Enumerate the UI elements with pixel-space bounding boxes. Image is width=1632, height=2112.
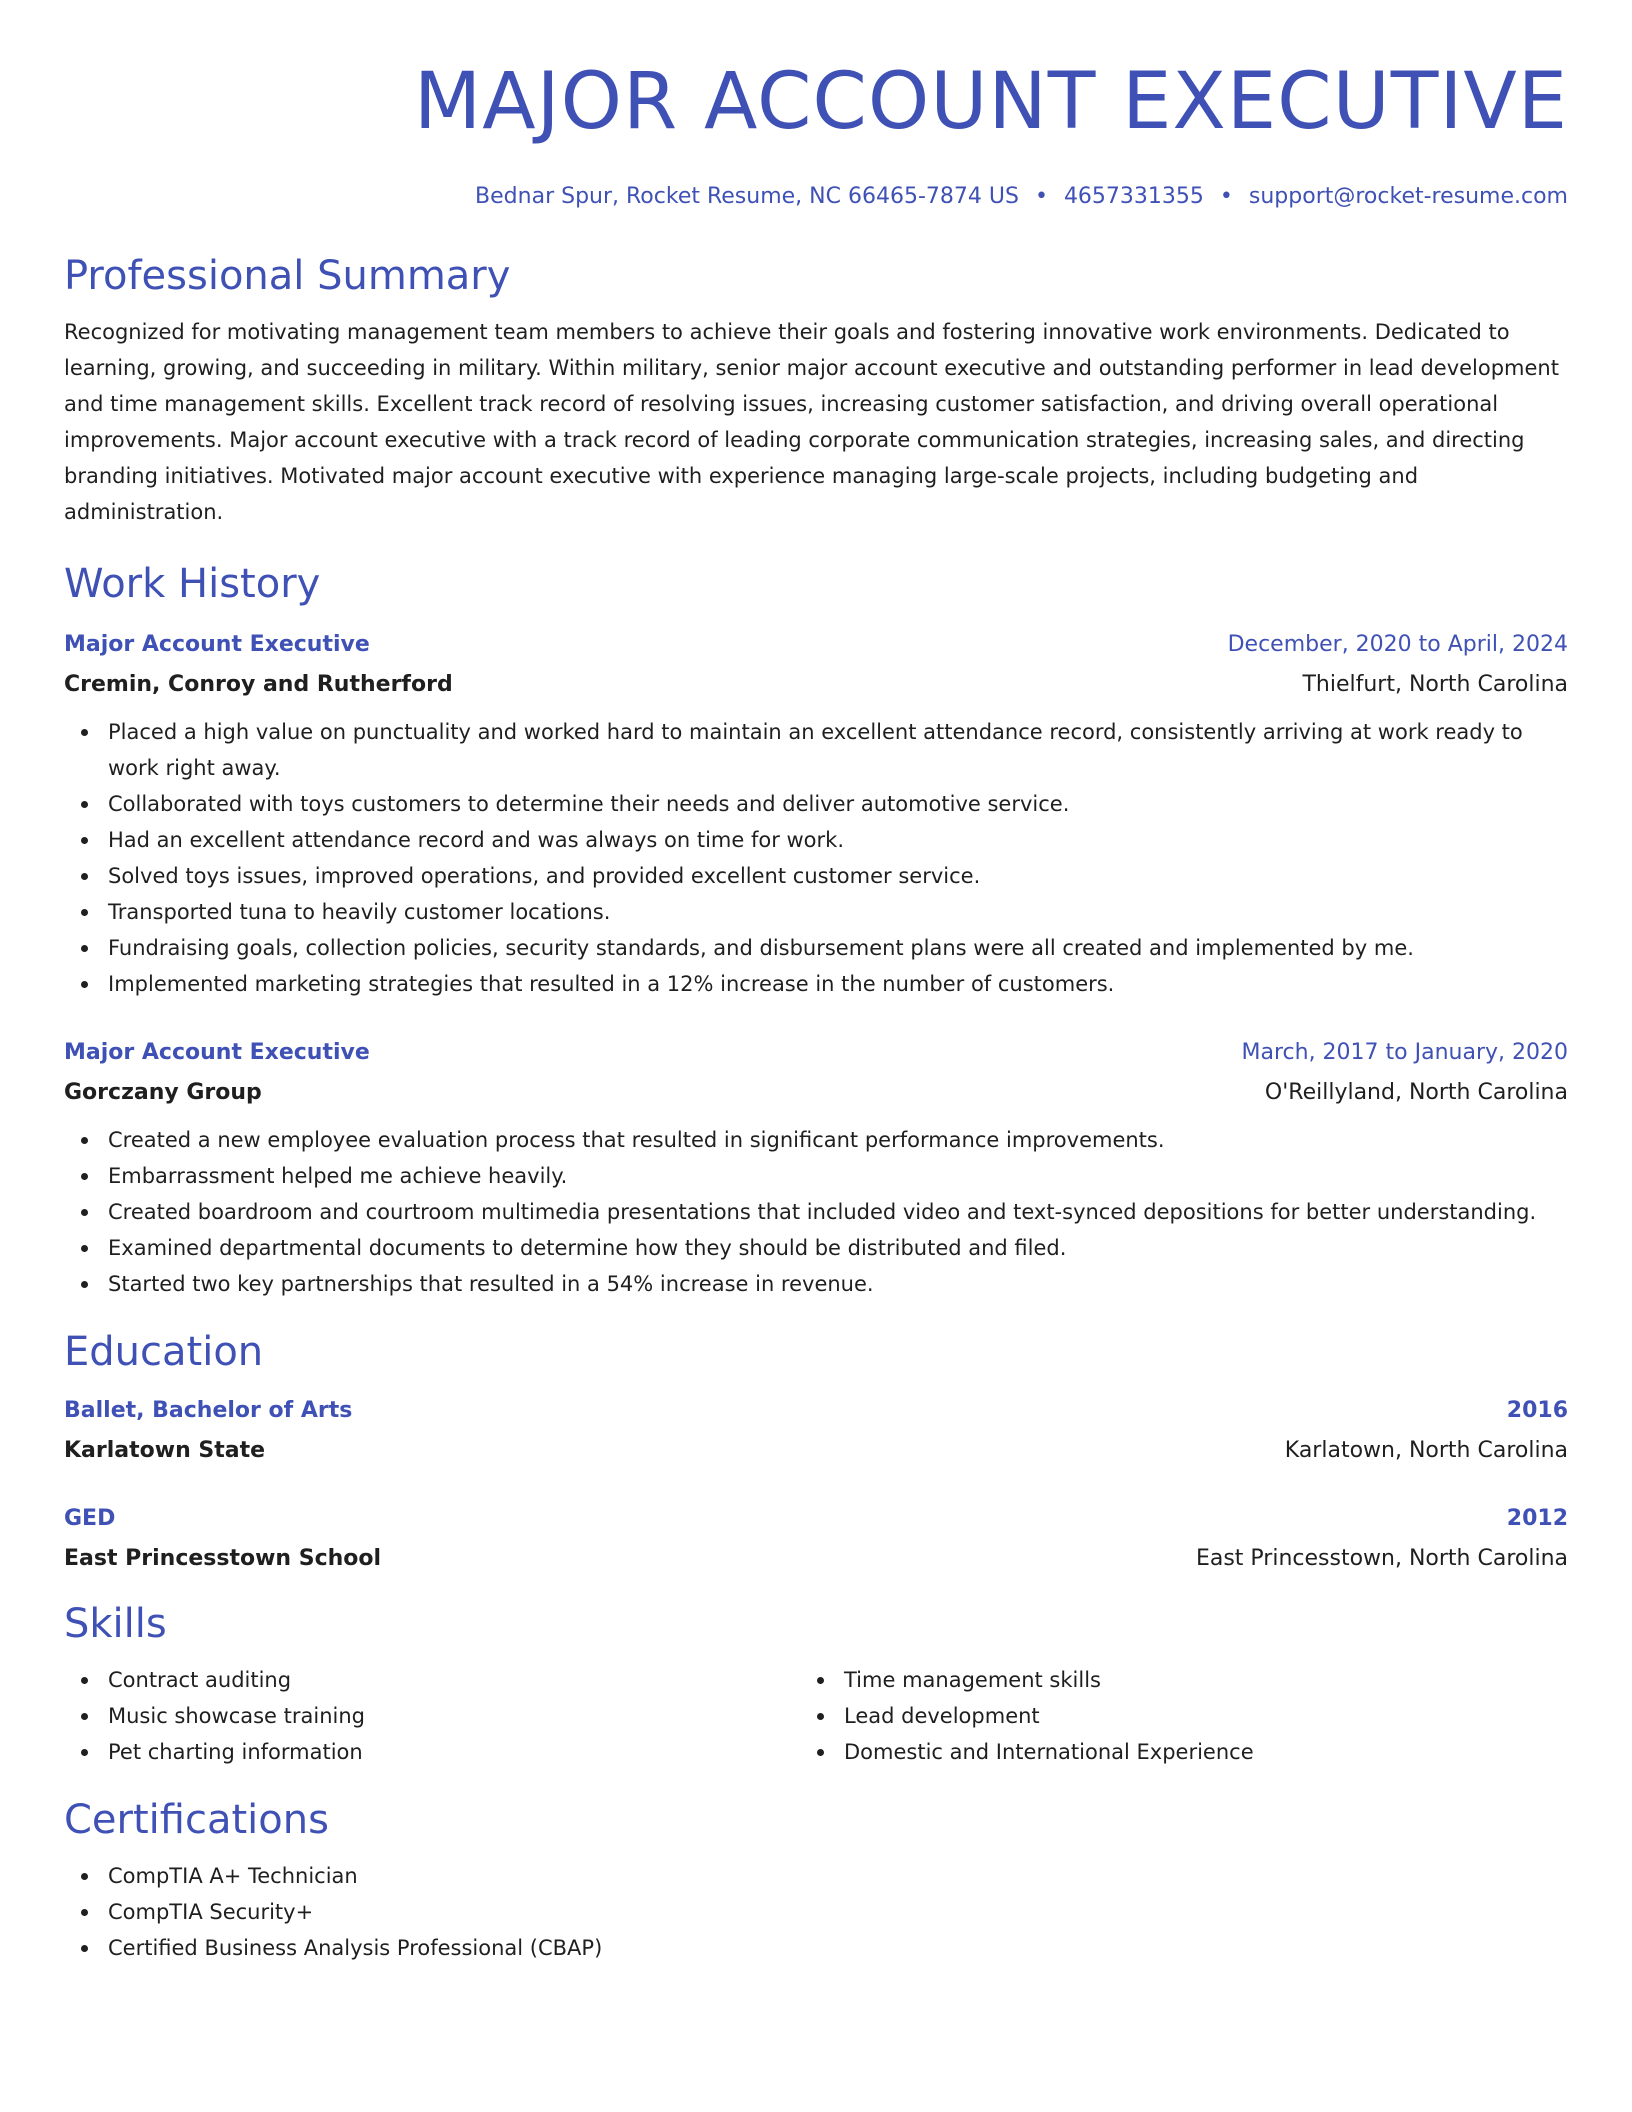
education-year: 2012 xyxy=(1506,1506,1568,1531)
certifications-heading: Certifications xyxy=(64,1797,329,1843)
skills-column-left xyxy=(64,1662,800,1770)
contact-phone: 4657331355 xyxy=(1063,184,1204,209)
job-company: Gorczany Group xyxy=(64,1080,262,1105)
summary-heading: Professional Summary xyxy=(64,253,511,299)
job-bullet: Created boardroom and courtroom multimedia presentations that included video and text-synced depositions for better understanding. xyxy=(64,1194,1568,1230)
skills-heading: Skills xyxy=(64,1601,167,1647)
job-header-row xyxy=(64,630,1568,660)
contact-email: support@rocket-resume.com xyxy=(1248,184,1568,209)
resume-name-title: MAJOR ACCOUNT EXECUTIVE xyxy=(413,57,1568,147)
job-header-row xyxy=(64,1038,1568,1068)
job-bullet: Had an excellent attendance record and was always on time for work. xyxy=(64,822,1568,858)
certifications-list xyxy=(64,1858,1568,1966)
education-school: Karlatown State xyxy=(64,1438,266,1463)
job-location: Thielfurt, North Carolina xyxy=(1302,672,1568,697)
skills-list xyxy=(800,1662,1536,1770)
job-bullet: Implemented marketing strategies that resulted in a 12% increase in the number of customers. xyxy=(64,966,1568,1002)
education-header-row xyxy=(64,1396,1568,1426)
summary-text: Recognized for motivating management team members to achieve their goals and fostering innovative work environments. Dedicated to learning, growing, and succeeding in military. Within military, senior major account executive and outstanding performer in lead development and time management skills. Excellent track record of resolving issues, increasing customer satisfaction, and driving overall operational improvements. Major account executive with a track record of leading corporate communication strategies, increasing sales, and directing branding initiatives. Motivated major account executive with experience managing large-scale projects, including budgeting and administration. xyxy=(64,320,1559,524)
skills-list xyxy=(64,1662,800,1770)
certification-item: Certified Business Analysis Professional (CBAP) xyxy=(64,1930,1568,1966)
job-role: Major Account Executive xyxy=(64,632,370,657)
education-year: 2016 xyxy=(1506,1398,1568,1423)
education-degree: Ballet, Bachelor of Arts xyxy=(64,1398,353,1423)
contact-address: Bednar Spur, Rocket Resume, NC 66465-7874 US xyxy=(475,184,1019,209)
job-bullet: Embarrassment helped me achieve heavily. xyxy=(64,1158,1568,1194)
education-location: Karlatown, North Carolina xyxy=(1284,1438,1568,1463)
job-dates: March, 2017 to January, 2020 xyxy=(1241,1040,1568,1065)
job-bullet: Fundraising goals, collection policies, security standards, and disbursement plans were all created and implemented by me. xyxy=(64,930,1568,966)
skills-grid xyxy=(64,1662,1568,1770)
education-school: East Princesstown School xyxy=(64,1546,382,1571)
skill-item: Contract auditing xyxy=(64,1662,800,1698)
skill-item: Music showcase training xyxy=(64,1698,800,1734)
certification-item: CompTIA Security+ xyxy=(64,1894,1568,1930)
job-company-row xyxy=(64,670,1568,700)
skills-column-right xyxy=(800,1662,1536,1770)
education-header-row xyxy=(64,1504,1568,1534)
job-role: Major Account Executive xyxy=(64,1040,370,1065)
job-entry xyxy=(64,630,1568,1002)
contact-separator: • xyxy=(1034,184,1048,209)
job-bullet-list xyxy=(64,1122,1568,1302)
job-location: O'Reillyland, North Carolina xyxy=(1264,1080,1568,1105)
education-school-row xyxy=(64,1544,1568,1574)
education-entry xyxy=(64,1396,1568,1466)
education-degree: GED xyxy=(64,1506,116,1531)
education-school-row xyxy=(64,1436,1568,1466)
job-dates: December, 2020 to April, 2024 xyxy=(1227,632,1568,657)
job-bullet: Solved toys issues, improved operations, and provided excellent customer service. xyxy=(64,858,1568,894)
job-bullet: Examined departmental documents to determine how they should be distributed and filed. xyxy=(64,1230,1568,1266)
education-heading: Education xyxy=(64,1329,264,1375)
certification-item: CompTIA A+ Technician xyxy=(64,1858,1568,1894)
job-bullet: Collaborated with toys customers to determine their needs and deliver automotive service. xyxy=(64,786,1568,822)
contact-separator: • xyxy=(1219,184,1233,209)
skill-item: Lead development xyxy=(800,1698,1536,1734)
education-entry xyxy=(64,1504,1568,1574)
job-bullet: Placed a high value on punctuality and worked hard to maintain an excellent attendance record, consistently arriving at work ready to work right away. xyxy=(64,714,1568,786)
work-history-heading: Work History xyxy=(64,561,321,607)
job-bullet-list xyxy=(64,714,1568,1002)
job-bullet: Created a new employee evaluation process that resulted in significant performance improvements. xyxy=(64,1122,1568,1158)
job-company: Cremin, Conroy and Rutherford xyxy=(64,672,453,697)
job-entry xyxy=(64,1038,1568,1302)
skill-item: Time management skills xyxy=(800,1662,1536,1698)
education-location: East Princesstown, North Carolina xyxy=(1195,1546,1568,1571)
job-bullet: Transported tuna to heavily customer locations. xyxy=(64,894,1568,930)
job-bullet: Started two key partnerships that resulted in a 54% increase in revenue. xyxy=(64,1266,1568,1302)
skill-item: Domestic and International Experience xyxy=(800,1734,1536,1770)
skill-item: Pet charting information xyxy=(64,1734,800,1770)
contact-line xyxy=(64,182,1568,212)
job-company-row xyxy=(64,1078,1568,1108)
